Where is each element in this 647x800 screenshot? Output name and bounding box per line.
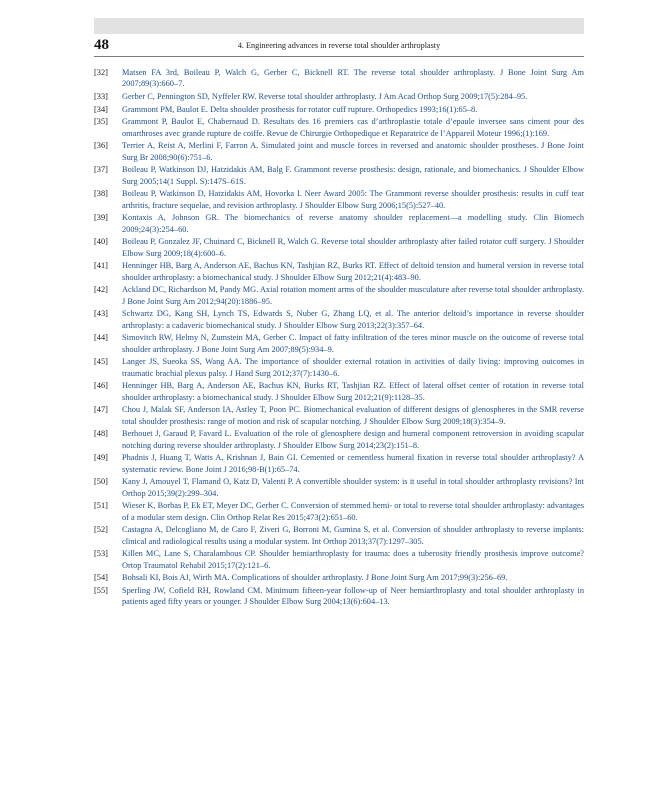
reference-text-link[interactable]: Ackland DC, Richardson M, Pandy MG. Axial rotation moment arms of the shoulder musculature after reverse total shoulder arthroplasty. J Bone Joint Surg Am 2012;94(20):1886–95. bbox=[122, 285, 584, 306]
reference-number: [33] bbox=[94, 92, 108, 101]
reference-item bbox=[94, 236, 584, 259]
page-number: 48 bbox=[94, 37, 109, 53]
reference-item bbox=[94, 164, 584, 187]
reference-item bbox=[94, 585, 584, 608]
reference-text-link[interactable]: Boileau P, Watkinson D, Hatzidakis AM, Hovorka I. Neer Award 2005: The Grammont reverse shoulder prosthesis: results in cuff tear arthritis, fracture sequelae, and revision arthroplasty. J Shoulder Elbow Surg 2006;15(5):527–40. bbox=[122, 189, 584, 210]
running-head: 4. Engineering advances in reverse total shoulder arthroplasty bbox=[237, 41, 441, 50]
reference-number: [51] bbox=[94, 501, 108, 511]
reference-text-link[interactable]: Schwartz DG, Kang SH, Lynch TS, Edwards S, Nuber G, Zhang LQ, et al. The anterior deltoid’s importance in reverse shoulder arthroplasty: a cadaveric biomechanical study. J Shoulder Elbow Surg 2013;22(3):357–64. bbox=[122, 309, 584, 330]
reference-item bbox=[94, 140, 584, 163]
reference-text-link[interactable]: Simovitch RW, Helmy N, Zumstein MA, Gerber C. Impact of fatty infiltration of the teres minor muscle on the outcome of reverse total shoulder arthroplasty. J Bone Joint Surg Am 2007;89(5):934–9. bbox=[122, 333, 584, 354]
reference-number: [41] bbox=[94, 261, 108, 271]
reference-text-link[interactable]: Sperling JW, Cofield RH, Rowland CM. Minimum fifteen-year follow-up of Neer hemiarthroplasty and total shoulder arthroplasty in patients aged fifty years or younger. J Shoulder Elbow Surg 2004;13(6):604–13. bbox=[122, 585, 584, 607]
reference-item bbox=[94, 572, 584, 583]
reference-number: [39] bbox=[94, 213, 108, 223]
reference-item bbox=[94, 500, 584, 523]
reference-number: [47] bbox=[94, 405, 108, 415]
reference-number: [42] bbox=[94, 285, 108, 295]
reference-text-link[interactable]: Grammont P, Baulot E, Chabernaud D. Resultats des 16 premiers cas d’arthroplastie totale d’epaule inversee sans ciment pour des omarthroses avec grande rupture de coiffe. Revue de Chirurgie Orthopedique et Reparatrice de l’Appareil Moteur 1996;(1):169. bbox=[122, 117, 584, 138]
reference-item bbox=[94, 404, 584, 427]
reference-number: [43] bbox=[94, 309, 108, 319]
reference-number: [55] bbox=[94, 585, 108, 595]
reference-list bbox=[94, 67, 584, 609]
reference-item bbox=[94, 524, 584, 547]
reference-item bbox=[94, 308, 584, 331]
reference-text-link[interactable]: Boileau P, Watkinson DJ, Hatzidakis AM, Balg F. Grammont reverse prosthesis: design, rationale, and biomechanics. J Shoulder Elbow Surg 2005;14(1 Suppl. S):147S–61S. bbox=[122, 165, 584, 186]
reference-item bbox=[94, 380, 584, 403]
reference-number: [48] bbox=[94, 429, 108, 439]
reference-text-link[interactable]: Chou J, Malak SF, Anderson IA, Astley T, Poon PC. Biomechanical evaluation of different designs of glenospheres in the SMR reverse total shoulder prosthesis: range of motion and risk of scapular notching. J Shoulder Elbow Surg 2009;18(3):354–9. bbox=[122, 405, 584, 426]
reference-number: [35] bbox=[94, 117, 108, 127]
reference-text-link[interactable]: Phadnis J, Huang T, Watts A, Krishnan J, Bain GI. Cemented or cementless humeral fixation in reverse total shoulder arthroplasty? A systematic review. Bone Joint J 2016;98-B(1):65–74. bbox=[122, 453, 584, 474]
reference-number: [37] bbox=[94, 165, 108, 175]
reference-number: [54] bbox=[94, 573, 108, 583]
reference-number: [36] bbox=[94, 141, 108, 151]
reference-text-link[interactable]: Castagna A, Delcogliano M, de Caro F, Ziveri G, Borroni M, Gumina S, et al. Conversion of shoulder arthroplasty to reverse implants: clinical and radiological results using a modular system. Int Orthop 2013;37(7):1297–305. bbox=[122, 525, 584, 546]
reference-item bbox=[94, 260, 584, 283]
reference-text-link[interactable]: Berhouet J, Garaud P, Favard L. Evaluation of the role of glenosphere design and humeral component retroversion in avoiding scapular notching during reverse shoulder arthroplasty. J Shoulder Elbow Surg 2014;23(2):151–8. bbox=[122, 429, 584, 450]
reference-text-link[interactable]: Wieser K, Borbas P, Ek ET, Meyer DC, Gerber C. Conversion of stemmed hemi- or total to reverse total shoulder arthroplasty: advantages of a modular stem design. Clin Orthop Relat Res 2015;473(2):651–60. bbox=[122, 501, 585, 522]
reference-text-link[interactable]: Henninger HB, Barg A, Anderson AE, Bachus KN, Burks RT, Tashjian RZ. Effect of lateral offset center of rotation in reverse total shoulder arthroplasty: a biomechanical study. J Shoulder Elbow Surg 2012;21(9):1128–35. bbox=[122, 381, 584, 402]
reference-number: [44] bbox=[94, 333, 108, 343]
reference-item bbox=[94, 356, 584, 379]
reference-number: [38] bbox=[94, 189, 108, 199]
reference-number: [49] bbox=[94, 453, 108, 463]
page-header bbox=[94, 38, 584, 57]
reference-item bbox=[94, 548, 584, 571]
reference-item bbox=[94, 67, 584, 90]
reference-item bbox=[94, 428, 584, 451]
reference-text-link[interactable]: Kany J, Amouyel T, Flamand O, Katz D, Valenti P. A convertible shoulder system: is it useful in total shoulder arthroplasty revisions? Int Orthop 2015;39(2):299–304. bbox=[122, 477, 584, 498]
reference-text-link[interactable]: Boileau P, Gonzalez JF, Chuinard C, Bicknell R, Walch G. Reverse total shoulder arthroplasty after failed rotator cuff surgery. J Shoulder Elbow Surg 2009;18(4):600–6. bbox=[122, 237, 584, 258]
reference-item bbox=[94, 104, 584, 115]
reference-text-link[interactable]: Terrier A, Reist A, Merlini F, Farron A. Simulated joint and muscle forces in reversed and anatomic shoulder prostheses. J Bone Joint Surg Br 2008;90(6):751–6. bbox=[122, 141, 584, 162]
reference-item bbox=[94, 476, 584, 499]
reference-item bbox=[94, 116, 584, 139]
reference-text-link[interactable]: Grammont PM, Baulot E. Delta shoulder prosthesis for rotator cuff rupture. Orthopedics 1993;16(1):65–8. bbox=[122, 104, 478, 114]
reference-text-link[interactable]: Kontaxis A, Johnson GR. The biomechanics of reverse anatomy shoulder replacement—a modelling study. Clin Biomech 2009;24(3):254–60. bbox=[122, 213, 584, 234]
reference-text-link[interactable]: Langer JS, Sueoka SS, Wang AA. The importance of shoulder external rotation in activities of daily living: improving outcomes in traumatic brachial plexus palsy. J Hand Surg 2012;37(7):1430–6. bbox=[122, 357, 584, 378]
reference-item bbox=[94, 284, 584, 307]
reference-text-link[interactable]: Matsen FA 3rd, Boileau P, Walch G, Gerber C, Bicknell RT. The reverse total shoulder arthroplasty. J Bone Joint Surg Am 2007;89(3):660–7. bbox=[122, 68, 584, 89]
reference-number: [53] bbox=[94, 549, 108, 559]
reference-item bbox=[94, 212, 584, 235]
reference-item bbox=[94, 91, 584, 102]
reference-item bbox=[94, 452, 584, 475]
reference-text-link[interactable]: Henninger HB, Barg A, Anderson AE, Bachus KN, Tashjian RZ, Burks RT. Effect of deltoid tension and humeral version in reverse total shoulder arthroplasty: a biomechanical study. J Shoulder Elbow Surg 2012;21(4):483–90. bbox=[122, 261, 584, 282]
reference-text-link[interactable]: Gerber C, Pennington SD, Nyffeler RW. Reverse total shoulder arthroplasty. J Am Acad Orthop Surg 2009;17(5):284–95. bbox=[122, 92, 528, 101]
reference-item bbox=[94, 188, 584, 211]
reference-number: [32] bbox=[94, 68, 108, 77]
reference-item bbox=[94, 332, 584, 355]
reference-number: [40] bbox=[94, 237, 108, 247]
reference-number: [34] bbox=[94, 104, 108, 114]
top-gray-bar bbox=[94, 18, 584, 34]
reference-text-link[interactable]: Killen MC, Lane S, Charalambous CP. Shoulder hemiarthroplasty for trauma: does a tuberosity friendly prosthesis improve outcome? Ortop Traumatol Rehabil 2015;17(2):121–6. bbox=[122, 549, 584, 570]
reference-number: [52] bbox=[94, 525, 108, 535]
reference-number: [50] bbox=[94, 477, 108, 487]
reference-number: [45] bbox=[94, 357, 108, 367]
reference-number: [46] bbox=[94, 381, 108, 391]
reference-text-link[interactable]: Bohsali KI, Bois AJ, Wirth MA. Complications of shoulder arthroplasty. J Bone Joint Surg Am 2017;99(3):256–69. bbox=[122, 573, 508, 583]
